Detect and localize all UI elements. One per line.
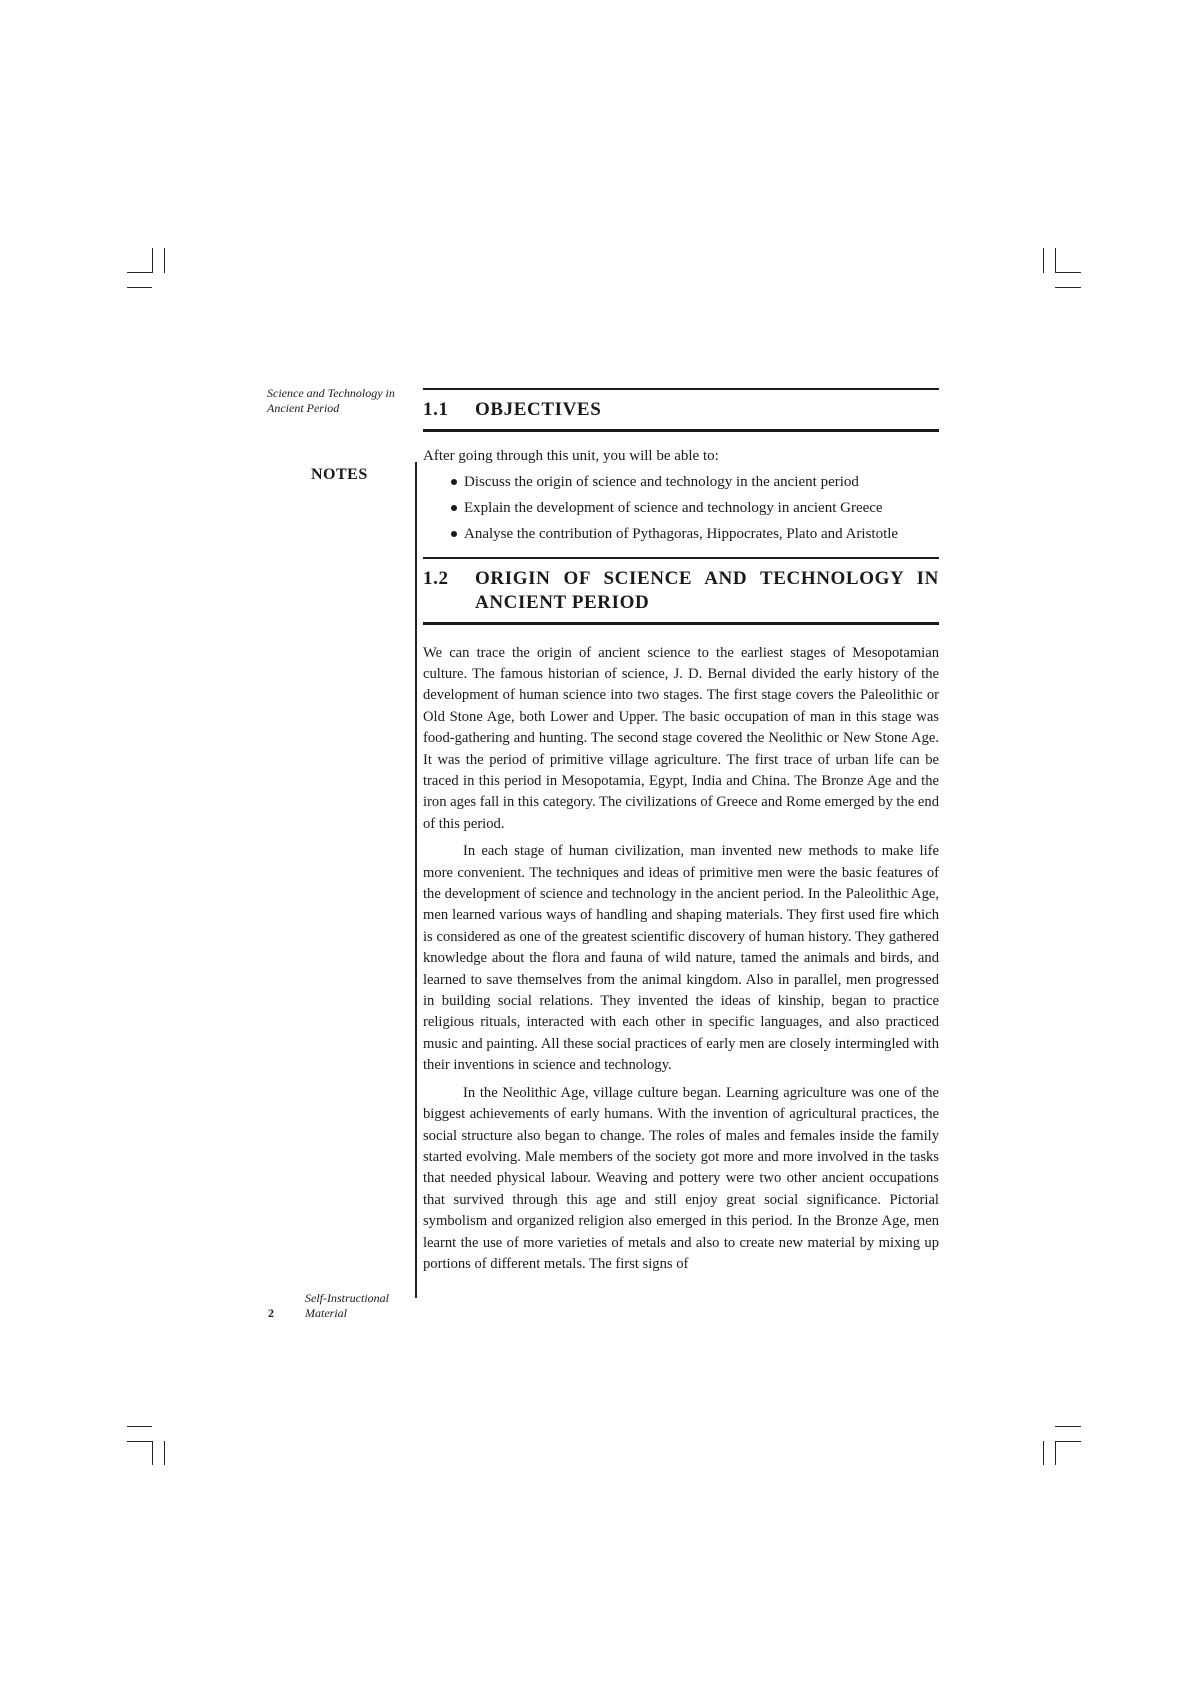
section-heading bbox=[423, 559, 939, 622]
crop-mark bbox=[1043, 248, 1044, 273]
crop-mark bbox=[127, 287, 152, 288]
paragraph: In the Neolithic Age, village culture began. Learning agriculture was one of the biggest achievements of early humans. With the invention of agricultural practices, the social structure also began to change. The roles of males and females inside the family started evolving. Male members of the society got more and more involved in the tasks that needed physical labour. Weaving and pottery were two other ancient occupations that survived through this age and still enjoy great social significance. Pictorial symbolism and organized religion also emerged in this period. In the Bronze Age, men learnt the use of more varieties of metals and also to create new material by mixing up portions of different metals. The first signs of bbox=[423, 1084, 939, 1272]
paragraph: We can trace the origin of ancient science to the earliest stages of Mesopotamian culture. The famous historian of science, J. D. Bernal divided the early history of the development of human science into two stages. The first stage covers the Paleolithic or Old Stone Age, both Lower and Upper. The basic occupation of man in this stage was food-gathering and hunting. The second stage covered the Neolithic or New Stone Age. It was the period of primitive village agriculture. The first trace of urban life can be traced in this period in Mesopotamia, Egypt, India and China. The Bronze Age and the iron ages fall in this category. The civilizations of Greece and Rome emerged by the end of this period. bbox=[423, 644, 939, 832]
list-item: Discuss the origin of science and technology in the ancient period bbox=[451, 469, 939, 495]
crop-mark bbox=[164, 1441, 165, 1465]
crop-mark bbox=[1055, 287, 1081, 288]
section-rule bbox=[423, 622, 939, 624]
crop-mark bbox=[1055, 1441, 1056, 1465]
list-item: Analyse the contribution of Pythagoras, Hippocrates, Plato and Aristotle bbox=[451, 521, 939, 547]
crop-mark bbox=[152, 1441, 153, 1465]
section-title: OBJECTIVES bbox=[475, 399, 602, 421]
notes-label: NOTES bbox=[311, 466, 368, 483]
crop-mark bbox=[1055, 248, 1056, 273]
crop-mark bbox=[1055, 1441, 1081, 1442]
crop-mark bbox=[1055, 1426, 1081, 1427]
margin-rule bbox=[415, 462, 417, 1298]
section-heading bbox=[423, 390, 939, 429]
section-number: 1.2 bbox=[423, 568, 449, 590]
list-item: Explain the development of science and technology in ancient Greece bbox=[451, 495, 939, 521]
crop-mark bbox=[127, 272, 152, 273]
crop-mark bbox=[1055, 272, 1081, 273]
crop-mark bbox=[164, 248, 165, 273]
section-number: 1.1 bbox=[423, 399, 449, 421]
page-number: 2 bbox=[268, 1306, 274, 1320]
section-title: ORIGIN OF SCIENCE AND TECHNOLOGY IN ANCIENT PERIOD bbox=[475, 568, 939, 614]
footer-label: Self-Instructional Material bbox=[305, 1291, 389, 1320]
running-head: Science and Technology in Ancient Period bbox=[267, 386, 395, 415]
crop-mark bbox=[1043, 1441, 1044, 1465]
section-rule bbox=[423, 429, 939, 431]
crop-mark bbox=[127, 1441, 152, 1442]
body-text bbox=[423, 643, 939, 1276]
objectives-list bbox=[423, 469, 939, 547]
main-content bbox=[423, 388, 939, 1281]
paragraph: In each stage of human civilization, man invented new methods to make life more convenient. The techniques and ideas of primitive men were the basic features of the development of science and technology in the ancient period. In the Paleolithic Age, men learned various ways of handling and shaping materials. They first used fire which is considered as one of the greatest scientific discovery of human history. They gathered knowledge about the flora and fauna of wild nature, tamed the animals and birds, and learned to save themselves from the animal kingdom. Also in parallel, men progressed in building social relations. They invented the ideas of kinship, began to practice religious rituals, interacted with each other in specific languages, and also practiced music and painting. All these social practices of early men are closely intermingled with their inventions in science and technology. bbox=[423, 843, 939, 1074]
crop-mark bbox=[152, 248, 153, 273]
objectives-intro: After going through this unit, you will be able to: bbox=[423, 447, 719, 464]
crop-mark bbox=[127, 1426, 152, 1427]
